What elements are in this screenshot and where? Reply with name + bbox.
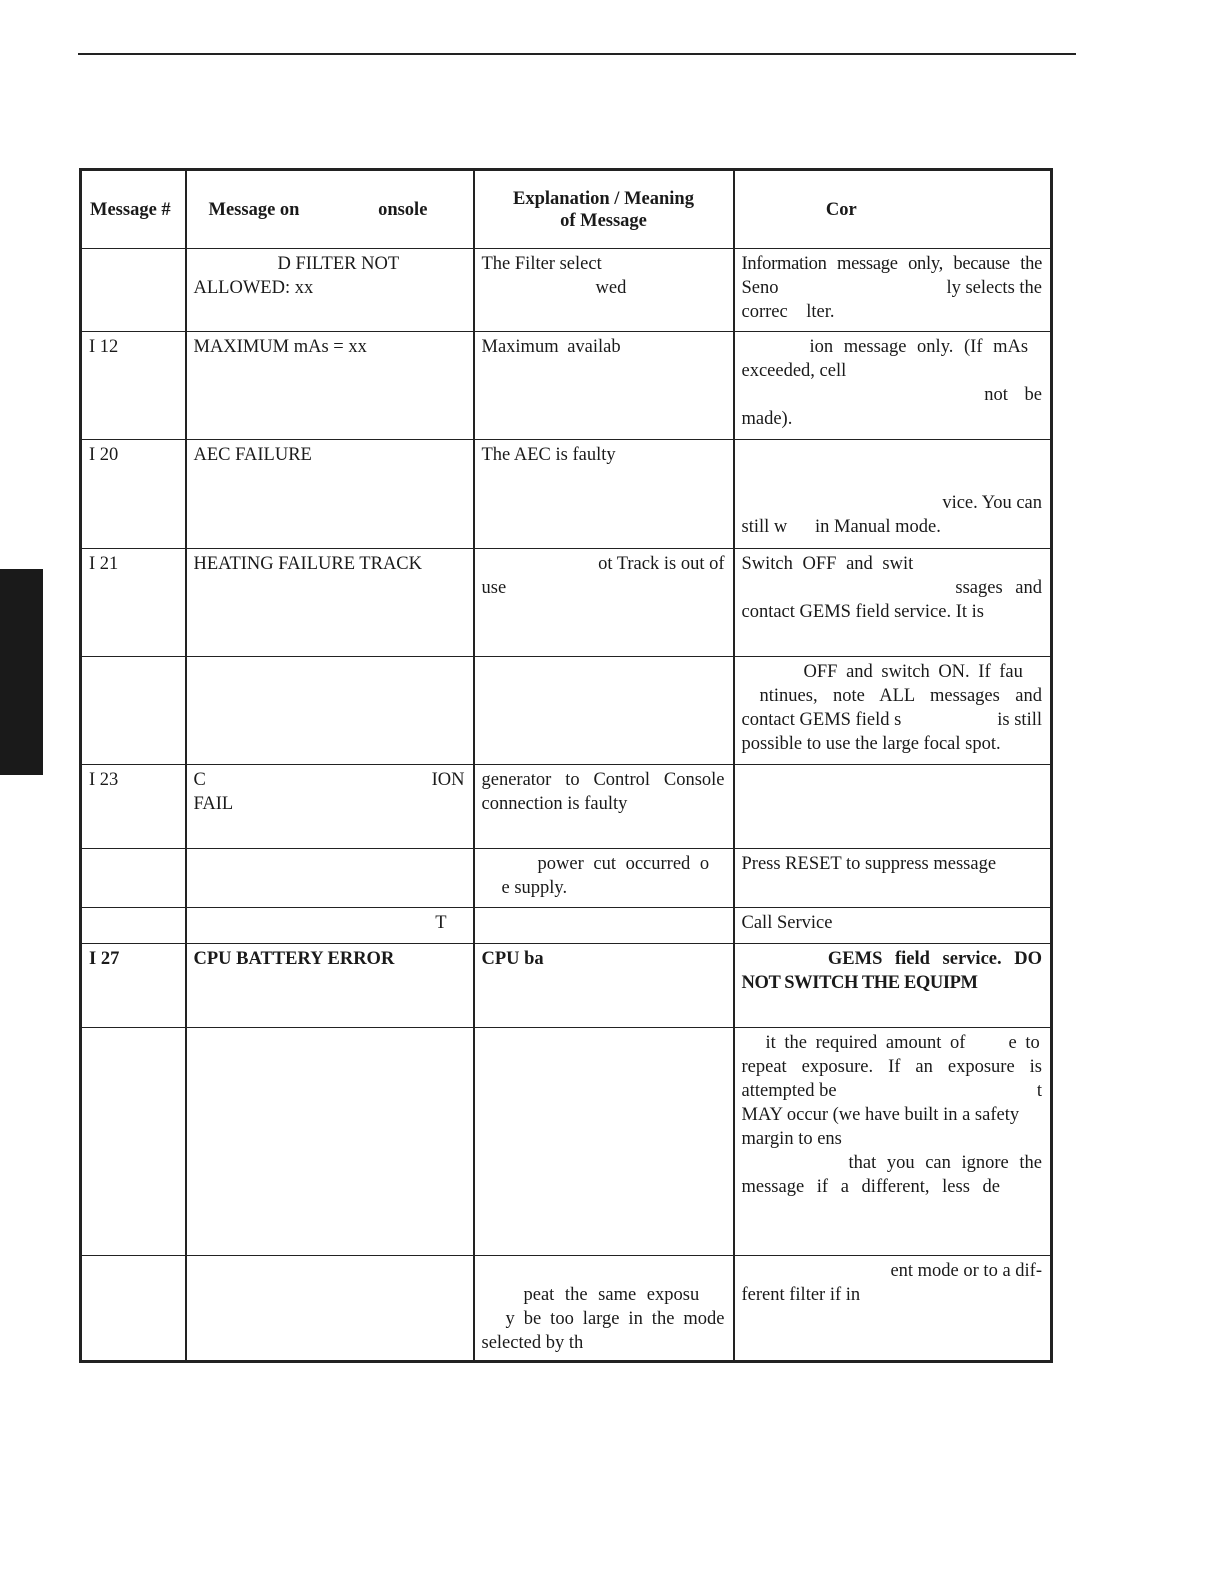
cell-corrective: it the required amount of e to repeat exposure. If an exposure is attempted be t MAY occur (we have built in a safety margin to ens that you can ignore the message if a different, less de [734,1028,1052,1256]
cell-explanation [474,657,734,765]
cell-explanation: power cut occurred o e supply. [474,849,734,908]
cell-message [186,849,474,908]
cell-number [81,849,186,908]
cell-explanation: The AEC is faulty [474,440,734,549]
cell-corrective: Information message only, because the Seno ly selects the correc lter. [734,249,1052,332]
cell-number [81,657,186,765]
cell-number: I 12 [81,332,186,440]
header-message-number: Message # [81,170,186,249]
table-row [81,1028,1052,1256]
cell-explanation [474,908,734,944]
cell-corrective: OFF and switch ON. If fau ntinues, note ALL messages and contact GEMS field s is still possible to use the large focal spot. [734,657,1052,765]
cell-corrective [734,765,1052,849]
table-row [81,944,1052,1028]
messages-table [79,168,1053,1363]
cell-message: T [186,908,474,944]
cell-explanation: generator to Control Console connection is faulty [474,765,734,849]
section-thumb-tab [0,569,43,775]
table-row [81,657,1052,765]
cell-corrective: ent mode or to a dif- ferent filter if in [734,1256,1052,1362]
table-header-row [81,170,1052,249]
cell-explanation: peat the same exposu y be too large in the mode selected by th [474,1256,734,1362]
cell-number [81,908,186,944]
cell-number [81,249,186,332]
table-row [81,332,1052,440]
cell-message [186,1256,474,1362]
cell-explanation: CPU ba [474,944,734,1028]
cell-message: HEATING FAILURE TRACK [186,549,474,657]
table-row [81,440,1052,549]
cell-number [81,1028,186,1256]
cell-corrective: Press RESET to suppress message [734,849,1052,908]
cell-number: I 21 [81,549,186,657]
header-corrective-action: Cor [734,170,1052,249]
cell-explanation: The Filter select wed [474,249,734,332]
cell-explanation [474,1028,734,1256]
table-row [81,908,1052,944]
cell-number: I 23 [81,765,186,849]
cell-message [186,1028,474,1256]
header-message-on-console: Message on onsole [186,170,474,249]
cell-message [186,657,474,765]
cell-explanation: Maximum availab [474,332,734,440]
header-explanation: Explanation / Meaning of Message [474,170,734,249]
cell-corrective: vice. You can still w in Manual mode. [734,440,1052,549]
cell-message: C ION FAIL [186,765,474,849]
cell-number: I 27 [81,944,186,1028]
cell-number: I 20 [81,440,186,549]
table-row [81,549,1052,657]
cell-explanation: ot Track is out of use [474,549,734,657]
table-row [81,1256,1052,1362]
cell-message: D FILTER NOT ALLOWED: xx [186,249,474,332]
cell-message: MAXIMUM mAs = xx [186,332,474,440]
cell-corrective: Switch OFF and swit ssages and contact GEMS field service. It is [734,549,1052,657]
cell-message: CPU BATTERY ERROR [186,944,474,1028]
table-row [81,249,1052,332]
cell-corrective: Call Service [734,908,1052,944]
table-row [81,765,1052,849]
cell-message: AEC FAILURE [186,440,474,549]
cell-corrective: ion message only. (If mAs exceeded, cell not be made). [734,332,1052,440]
cell-number [81,1256,186,1362]
table-row [81,849,1052,908]
cell-corrective: GEMS field service. DO NOT SWITCH THE EQUIPM [734,944,1052,1028]
top-rule [78,53,1076,55]
